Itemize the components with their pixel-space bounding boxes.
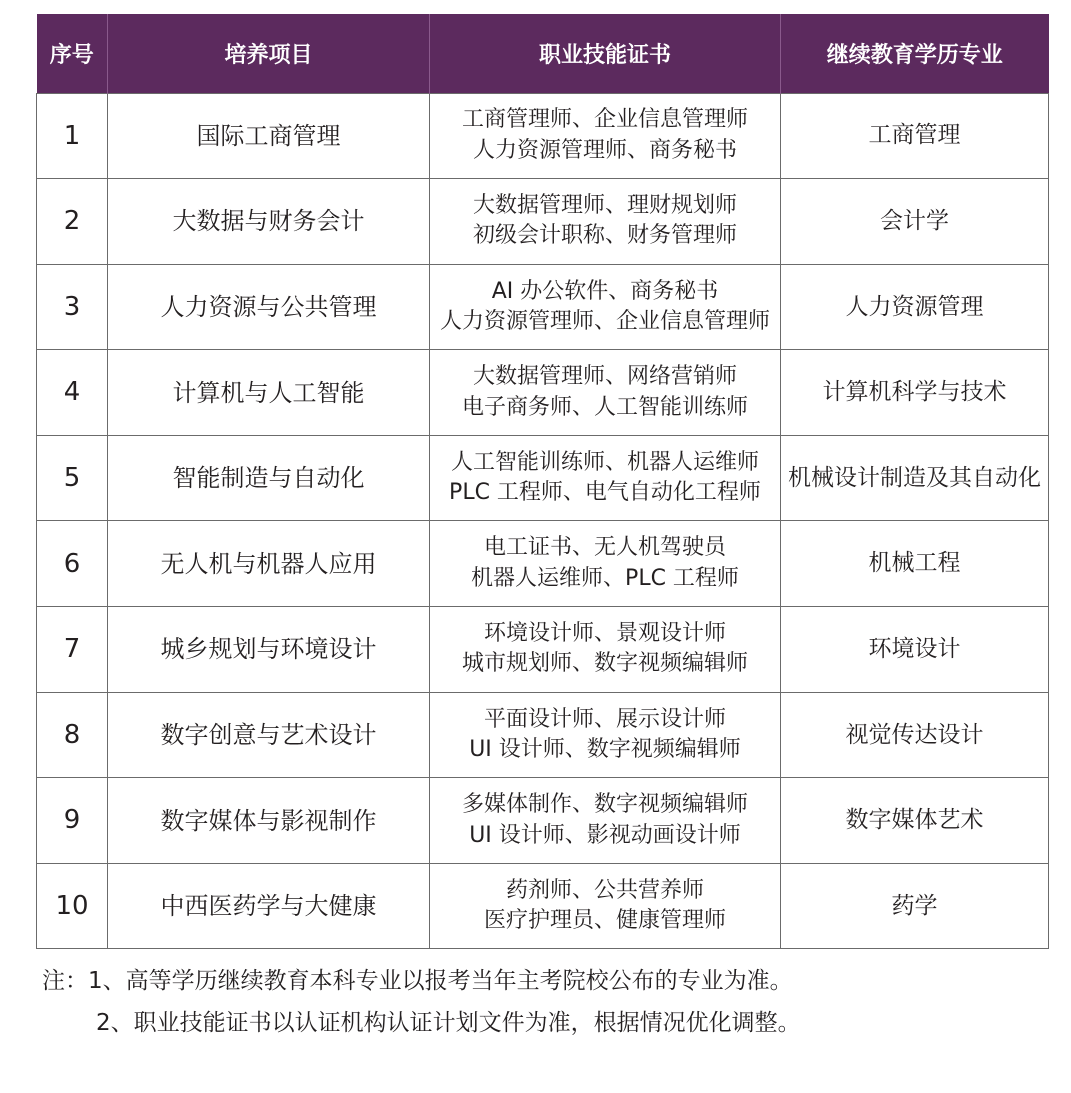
- header-index: 序号: [49, 42, 94, 68]
- row-project: 中西医药学与大健康: [108, 863, 430, 949]
- row-index: 1: [37, 93, 108, 179]
- certificate-line: 多媒体制作、数字视频编辑师: [461, 792, 748, 818]
- row-major: 人力资源管理: [781, 264, 1049, 350]
- certificate-line: 药剂师、公共营养师: [505, 877, 704, 903]
- row-index: 8: [37, 692, 108, 778]
- row-project: 数字媒体与影视制作: [108, 778, 430, 864]
- table-row: [37, 521, 1049, 607]
- row-certificates: [430, 93, 781, 179]
- certificate-line: 大数据管理师、理财规划师: [472, 193, 737, 219]
- table-header: [37, 14, 1049, 93]
- table-row: [37, 264, 1049, 350]
- row-project: 大数据与财务会计: [108, 179, 430, 265]
- row-index: 6: [37, 521, 108, 607]
- certificate-line: PLC 工程师、电气自动化工程师: [449, 480, 761, 506]
- row-certificates: [430, 778, 781, 864]
- row-certificates: [430, 264, 781, 350]
- table-row: [37, 607, 1049, 693]
- footnotes: [42, 960, 801, 1044]
- table-row: [37, 692, 1049, 778]
- certificate-line: AI 办公软件、商务秘书: [491, 278, 719, 304]
- certificate-line: 平面设计师、展示设计师: [483, 706, 726, 732]
- row-major: 工商管理: [781, 93, 1049, 179]
- row-project: 国际工商管理: [108, 93, 430, 179]
- table-row: [37, 778, 1049, 864]
- certificate-line: 电工证书、无人机驾驶员: [483, 535, 726, 561]
- row-project: 城乡规划与环境设计: [108, 607, 430, 693]
- certificate-line: 电子商务师、人工智能训练师: [461, 394, 748, 420]
- header-project: 培养项目: [108, 14, 430, 93]
- row-certificates: [430, 350, 781, 436]
- row-certificates: [430, 435, 781, 521]
- row-major: 计算机科学与技术: [781, 350, 1049, 436]
- row-certificates: [430, 692, 781, 778]
- header-row: [37, 14, 1049, 93]
- certificate-line: 环境设计师、景观设计师: [483, 621, 726, 646]
- certificate-line: 人力资源管理师、商务秘书: [472, 137, 737, 163]
- footnote-2: 2、职业技能证书以认证机构认证计划文件为准，根据情况优化调整。: [96, 1010, 801, 1036]
- row-index: 2: [37, 179, 108, 265]
- certificate-line: UI 设计师、数字视频编辑师: [469, 736, 741, 762]
- row-index: 10: [37, 863, 108, 949]
- row-project: 智能制造与自动化: [108, 435, 430, 521]
- row-project: 无人机与机器人应用: [108, 521, 430, 607]
- certificate-line: 初级会计职称、财务管理师: [472, 223, 737, 249]
- table-row: [37, 350, 1049, 436]
- row-index: 4: [37, 350, 108, 436]
- certificate-line: 人工智能训练师、机器人运维师: [450, 449, 759, 475]
- certificate-line: 人力资源管理师、企业信息管理师: [439, 308, 770, 334]
- row-major: 环境设计: [781, 607, 1049, 693]
- row-major: 机械设计制造及其自动化: [781, 435, 1049, 521]
- certificate-line: 机器人运维师、PLC 工程师: [471, 565, 739, 591]
- certificate-line: UI 设计师、影视动画设计师: [469, 822, 741, 848]
- certificate-line: 医疗护理员、健康管理师: [483, 908, 726, 934]
- row-major: 视觉传达设计: [781, 692, 1049, 778]
- row-major: 药学: [781, 863, 1049, 949]
- table-body: [37, 93, 1049, 949]
- row-certificates: [430, 521, 781, 607]
- row-project: 计算机与人工智能: [108, 350, 430, 436]
- table-row: [37, 863, 1049, 949]
- certificate-line: 城市规划师、数字视频编辑师: [461, 651, 748, 677]
- row-index: 9: [37, 778, 108, 864]
- row-index: 7: [37, 607, 108, 693]
- row-major: 机械工程: [781, 521, 1049, 607]
- row-certificates: [430, 179, 781, 265]
- row-project: 人力资源与公共管理: [108, 264, 430, 350]
- row-certificates: [430, 607, 781, 693]
- footnote-1: 注：1、高等学历继续教育本科专业以报考当年主考院校公布的专业为准。: [42, 968, 793, 994]
- row-index: 3: [37, 264, 108, 350]
- program-table: [36, 14, 1049, 949]
- row-certificates: [430, 863, 781, 949]
- table-row: [37, 435, 1049, 521]
- row-index: 5: [37, 435, 108, 521]
- row-project: 数字创意与艺术设计: [108, 692, 430, 778]
- certificate-line: 工商管理师、企业信息管理师: [461, 107, 748, 133]
- program-table-container: [36, 14, 1048, 949]
- header-certificate: 职业技能证书: [430, 14, 781, 93]
- row-major: 会计学: [781, 179, 1049, 265]
- header-major: 继续教育学历专业: [781, 14, 1049, 93]
- table-row: [37, 93, 1049, 179]
- table-row: [37, 179, 1049, 265]
- row-major: 数字媒体艺术: [781, 778, 1049, 864]
- certificate-line: 大数据管理师、网络营销师: [472, 364, 737, 390]
